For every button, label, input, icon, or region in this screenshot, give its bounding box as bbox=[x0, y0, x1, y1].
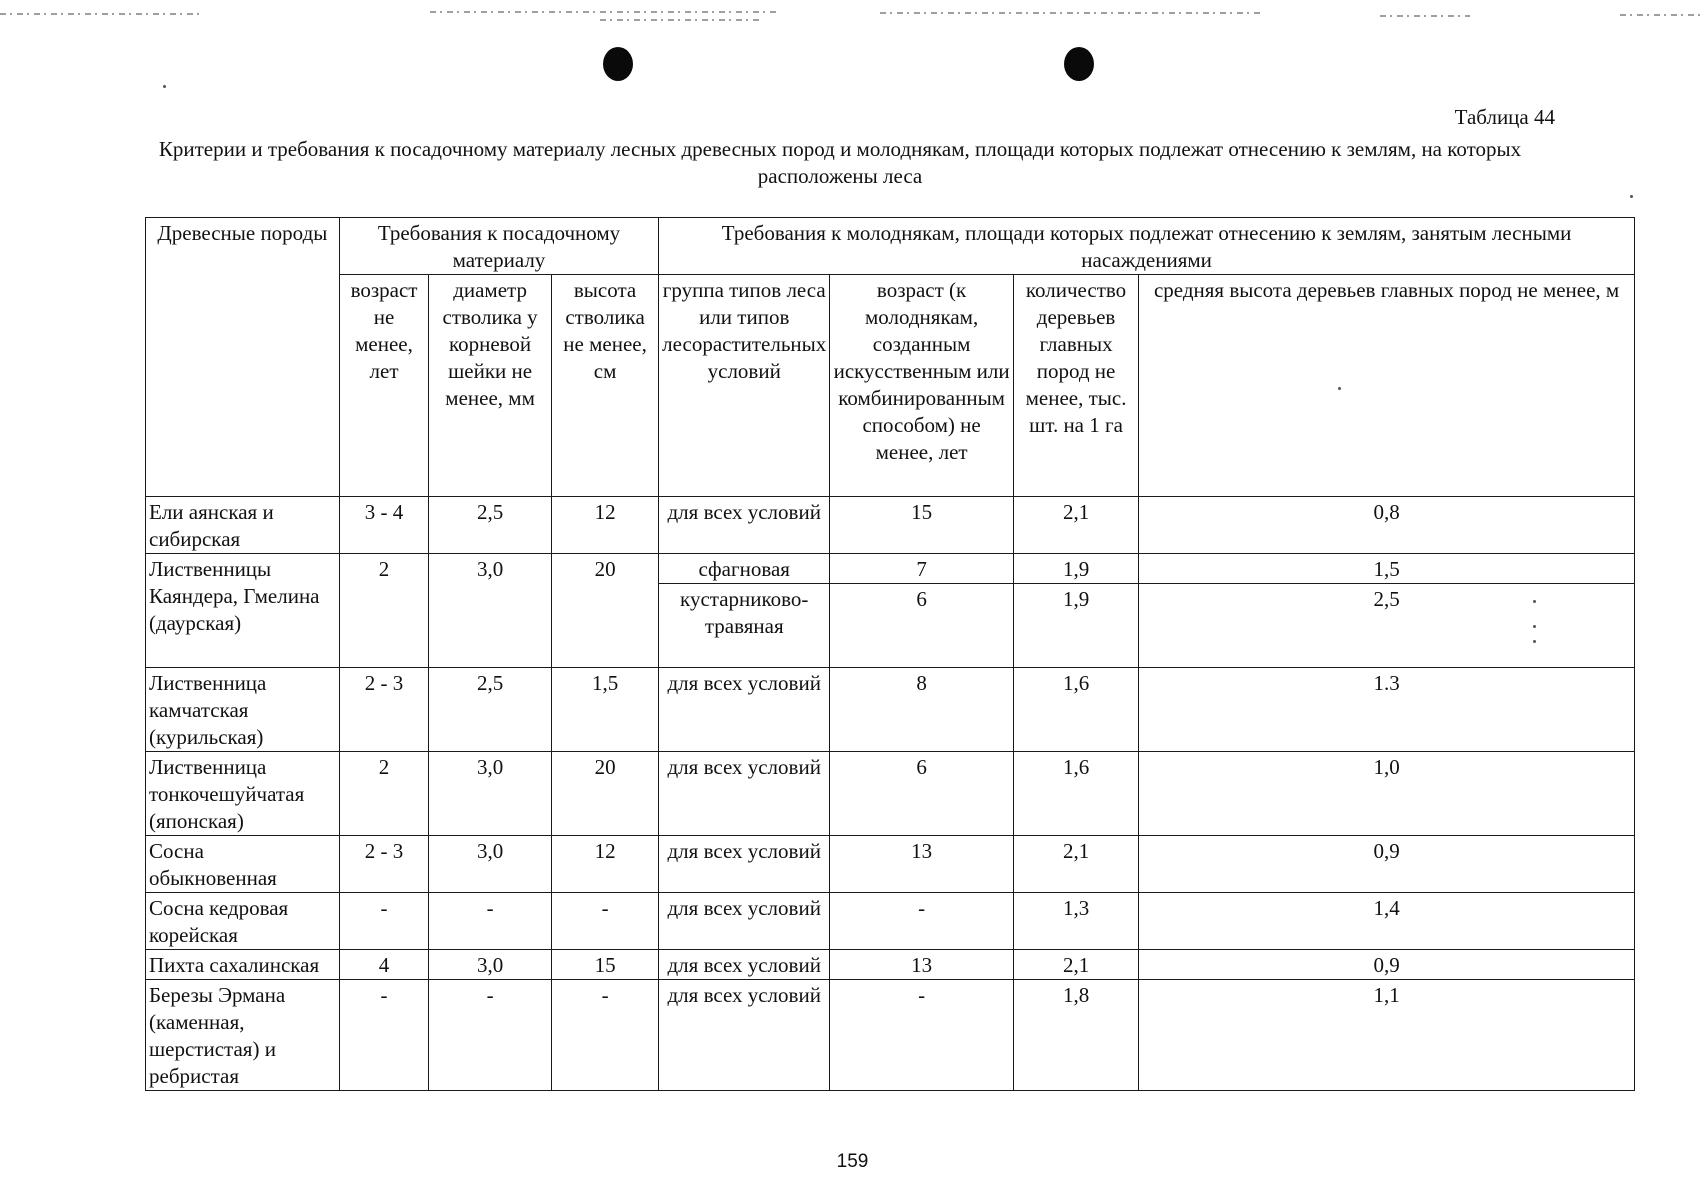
avg-height-cell: 1.3 bbox=[1139, 668, 1635, 752]
diameter-cell: 2,5 bbox=[429, 668, 552, 752]
group-cell: для всех условий bbox=[659, 497, 830, 554]
avg-height-cell: 2,5 bbox=[1139, 584, 1635, 668]
header-planting-material: Требования к посадочному материалу bbox=[339, 218, 658, 275]
height-cell: 12 bbox=[551, 836, 658, 893]
species-cell: Березы Эрмана (каменная, шерстистая) и ребристая bbox=[146, 980, 340, 1091]
diameter-cell: 3,0 bbox=[429, 836, 552, 893]
group-cell: для всех условий bbox=[659, 836, 830, 893]
age-cell: 2 - 3 bbox=[339, 836, 428, 893]
young-age-cell: 13 bbox=[830, 950, 1014, 980]
header-tree-count: количество деревьев главных пород не менее, тыс. шт. на 1 га bbox=[1013, 275, 1138, 497]
species-cell: Пихта сахалинская bbox=[146, 950, 340, 980]
diameter-cell: - bbox=[429, 893, 552, 950]
count-cell: 1,9 bbox=[1013, 554, 1138, 584]
avg-height-cell: 1,4 bbox=[1139, 893, 1635, 950]
avg-height-cell: 1,1 bbox=[1139, 980, 1635, 1091]
species-cell: Лиственница тонкочешуйчатая (японская) bbox=[146, 752, 340, 836]
species-cell: Лиственницы Каяндера, Гмелина (даурская) bbox=[146, 554, 340, 668]
table-row bbox=[146, 752, 1635, 836]
species-cell: Лиственница камчатская (курильская) bbox=[146, 668, 340, 752]
table-row bbox=[146, 554, 1635, 584]
header-height-min: высота стволика не менее, см bbox=[551, 275, 658, 497]
group-cell: сфагновая bbox=[659, 554, 830, 584]
header-forest-type-group: группа типов леса или типов лесорастительных условий bbox=[659, 275, 830, 497]
count-cell: 1,8 bbox=[1013, 980, 1138, 1091]
diameter-cell: 3,0 bbox=[429, 554, 552, 668]
scan-speck bbox=[163, 85, 166, 88]
count-cell: 2,1 bbox=[1013, 836, 1138, 893]
young-age-cell: 7 bbox=[830, 554, 1014, 584]
header-diameter-min: диаметр стволика у корневой шейки не менее, мм bbox=[429, 275, 552, 497]
header-row-1 bbox=[146, 218, 1635, 275]
age-cell: - bbox=[339, 980, 428, 1091]
table-number: Таблица 44 bbox=[1454, 105, 1555, 129]
height-cell: - bbox=[551, 980, 658, 1091]
height-cell: 12 bbox=[551, 497, 658, 554]
young-age-cell: 6 bbox=[830, 752, 1014, 836]
diameter-cell: 2,5 bbox=[429, 497, 552, 554]
young-age-cell: 15 bbox=[830, 497, 1014, 554]
age-cell: 2 bbox=[339, 554, 428, 668]
avg-height-cell: 1,5 bbox=[1139, 554, 1635, 584]
avg-height-cell: 0,9 bbox=[1139, 950, 1635, 980]
count-cell: 2,1 bbox=[1013, 497, 1138, 554]
age-cell: 4 bbox=[339, 950, 428, 980]
count-cell: 2,1 bbox=[1013, 950, 1138, 980]
header-avg-height: средняя высота деревьев главных пород не менее, м bbox=[1139, 275, 1635, 497]
avg-height-cell: 0,9 bbox=[1139, 836, 1635, 893]
group-cell: для всех условий bbox=[659, 980, 830, 1091]
age-cell: - bbox=[339, 893, 428, 950]
count-cell: 1,9 bbox=[1013, 584, 1138, 668]
header-age-min: возраст не менее, лет bbox=[339, 275, 428, 497]
group-cell: кустарниково-травяная bbox=[659, 584, 830, 668]
group-cell: для всех условий bbox=[659, 893, 830, 950]
species-cell: Сосна обыкновенная bbox=[146, 836, 340, 893]
punch-hole-left bbox=[603, 47, 633, 81]
young-age-cell: 8 bbox=[830, 668, 1014, 752]
table-row bbox=[146, 980, 1635, 1091]
scan-speck bbox=[1630, 195, 1633, 198]
count-cell: 1,3 bbox=[1013, 893, 1138, 950]
avg-height-cell: 1,0 bbox=[1139, 752, 1635, 836]
table-row bbox=[146, 950, 1635, 980]
count-cell: 1,6 bbox=[1013, 752, 1138, 836]
young-age-cell: - bbox=[830, 980, 1014, 1091]
height-cell: 1,5 bbox=[551, 668, 658, 752]
species-cell: Ели аянская и сибирская bbox=[146, 497, 340, 554]
age-cell: 2 - 3 bbox=[339, 668, 428, 752]
requirements-table bbox=[145, 217, 1635, 1091]
young-age-cell: 6 bbox=[830, 584, 1014, 668]
diameter-cell: 3,0 bbox=[429, 950, 552, 980]
header-young-age: возраст (к молоднякам, созданным искусственным или комбинированным способом) не менее, лет bbox=[830, 275, 1014, 497]
header-row-2 bbox=[146, 275, 1635, 497]
table-title: Критерии и требования к посадочному материалу лесных древесных пород и молоднякам, площади которых подлежат отнесению к землям, на которых расположены леса bbox=[158, 137, 1522, 188]
table-row bbox=[146, 497, 1635, 554]
scan-noise bbox=[0, 0, 1705, 60]
height-cell: 15 bbox=[551, 950, 658, 980]
count-cell: 1,6 bbox=[1013, 668, 1138, 752]
age-cell: 3 - 4 bbox=[339, 497, 428, 554]
young-age-cell: - bbox=[830, 893, 1014, 950]
header-young-stands: Требования к молоднякам, площади которых подлежат отнесению к землям, занятым лесными насаждениями bbox=[659, 218, 1635, 275]
punch-hole-right bbox=[1064, 47, 1094, 81]
page-number: 159 bbox=[836, 1151, 869, 1172]
avg-height-cell: 0,8 bbox=[1139, 497, 1635, 554]
table-row bbox=[146, 668, 1635, 752]
species-cell: Сосна кедровая корейская bbox=[146, 893, 340, 950]
group-cell: для всех условий bbox=[659, 668, 830, 752]
height-cell: 20 bbox=[551, 554, 658, 668]
young-age-cell: 13 bbox=[830, 836, 1014, 893]
table-row bbox=[146, 893, 1635, 950]
height-cell: - bbox=[551, 893, 658, 950]
table-row bbox=[146, 836, 1635, 893]
diameter-cell: - bbox=[429, 980, 552, 1091]
group-cell: для всех условий bbox=[659, 950, 830, 980]
group-cell: для всех условий bbox=[659, 752, 830, 836]
diameter-cell: 3,0 bbox=[429, 752, 552, 836]
age-cell: 2 bbox=[339, 752, 428, 836]
height-cell: 20 bbox=[551, 752, 658, 836]
header-species: Древесные породы bbox=[146, 218, 340, 497]
